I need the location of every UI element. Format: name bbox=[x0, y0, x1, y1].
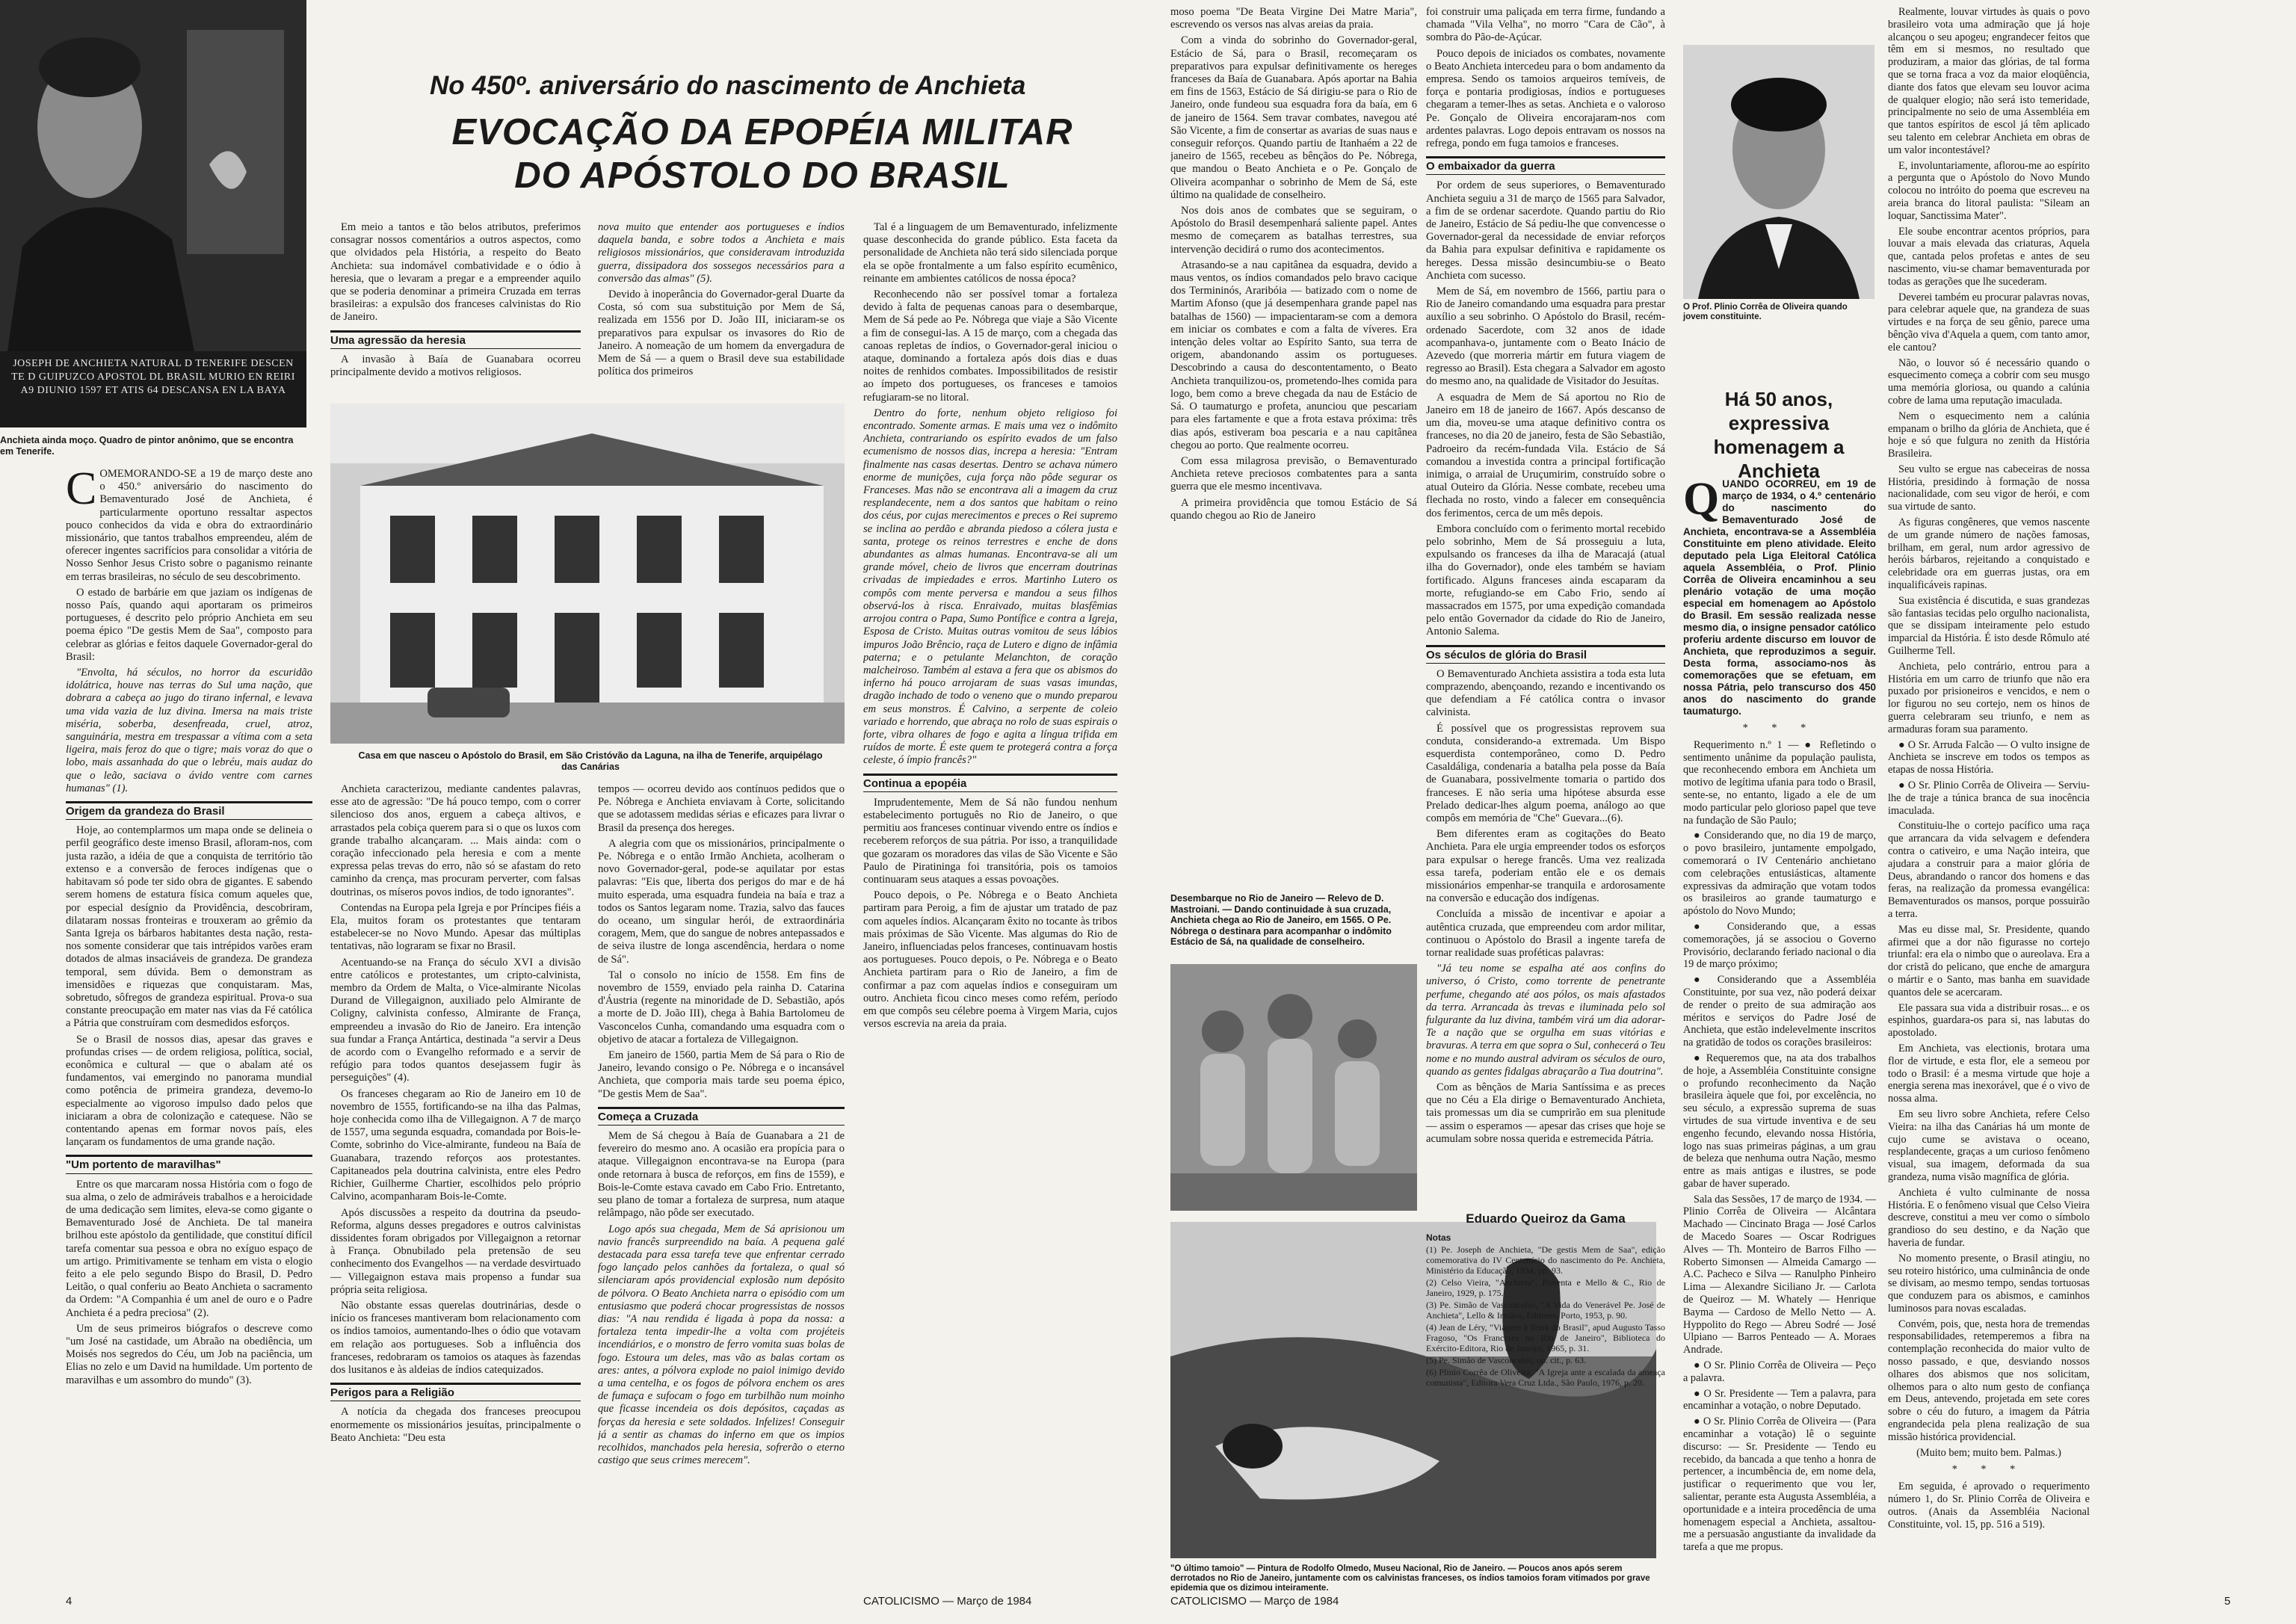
paragraph: O Bemaventurado Anchieta assistira a toda esta luta comprazendo, abençoando, rezando e incentivando os que defendiam a Fé católica contra o invasor calvinista. bbox=[1426, 667, 1665, 719]
footnote: (3) Pe. Simão de Vasconcelos, "A Vida do Venerável Pe. José de Anchieta", Lello & Irmãos, Editores, Porto, 1953, p. 90. bbox=[1426, 1300, 1665, 1321]
paragraph: A invasão à Baía de Guanabara ocorreu principalmente devido a motivos religiosos. bbox=[330, 353, 581, 379]
subheading-epopeia: Continua a epopéia bbox=[863, 774, 1117, 792]
paragraph: Sua existência é discutida, e suas grandezas são fantasias tecidas pelo orgulho nacionalista, que se dissipam inteiramente pelo estudo imparcial da História. É isto desde Rômulo até Guilherme Tell. bbox=[1888, 594, 2090, 658]
article-title-line2: DO APÓSTOLO DO BRASIL bbox=[514, 155, 1010, 196]
paragraph: tempos — ocorreu devido aos contínuos pedidos que o Pe. Nóbrega e Anchieta enviavam à Corte, solicitando que se adotassem medidas sérias e eficazes para livrar o Brasil da presença dos hereges. bbox=[598, 783, 845, 834]
paragraph: A alegria com que os missionários, principalmente o Pe. Nóbrega e o então Irmão Anchieta, acolheram o novo Governador-geral, pode-se aquilatar por estas palavras: "Eis que, liberta dos perigos do mar e de há muito esperada, uma esquadra fundeia na baía e traz a todos os Santos legaram nome. Trazia, salvo das fauces do oceano, um singular herói, de extraordinária coragem, Mem, que do sangue de nobres antepassados e de seiva ilustre de longa ascendência, herdara o nome de Sá". bbox=[598, 837, 845, 966]
quote: "Já teu nome se espalha até aos confins do universo, ó Cristo, como torrente de penetrante perfume, chegando até aos pólos, os mais afastados da terra. Arrancada às trevas e iluminada pelo sol fulgurante da luz divina, também virá um dia adorar-Te a nação que se orgulha em suas vitórias e bravuras. A terra em que sopra o Sul, conhecerá o Teu nome e no mundo austral adviram os séculos de ouro, quando as gentes fidalgas abraçarão a Tua doutrina". bbox=[1426, 963, 1665, 1078]
drop-cap: C bbox=[66, 468, 97, 514]
paragraph: foi construir uma paliçada em terra firme, fundando a chamada "Vila Velha", no morro "Cara de Cão", à sombra do Pão-de-Açúcar. bbox=[1426, 6, 1665, 44]
right-page bbox=[1148, 0, 2296, 1624]
left-column-1 bbox=[66, 468, 312, 1581]
house-drawing bbox=[330, 404, 845, 744]
paragraph: Mas eu disse mal, Sr. Presidente, quando afirmei que a dor não figurasse no cortejo triunfal: era ela o nimbo que o aureolava. Era a dor cristã do pelicano, que enche de amargura o mártir e o Santo, mas banha em suavidade quantos dele se acercaram. bbox=[1888, 923, 2090, 998]
paragraph: A primeira providência que tomou Estácio de Sá quando chegou ao Rio de Janeiro bbox=[1170, 496, 1417, 522]
paragraph: ● O Sr. Plinio Corrêa de Oliveira — Serviu-lhe de traje a túnica branca de sua inocência imaculada. bbox=[1888, 779, 2090, 817]
paragraph: Anchieta caracterizou, mediante candentes palavras, esse ato de agressão: "De há pouco tempo, com o correr silencioso dos anos, erguem a cabeça altivos, e arrastados pela cobiça querem para si o que os luxos com grande trabalho alcançaram. ... Mais ainda: com o coração infeccionado pela heresia e com a mente expressa pelas trevas do erro, não só se afastam do reto caminho da crença, mas procuram perverter, com falsas doutrinas, os míseros povos indios, de todo ignorantes". bbox=[330, 783, 581, 898]
paragraph: Entre os que marcaram nossa História com o fogo de sua alma, o zelo de admiráveis trabalhos e a heroicidade de uma dedicação sem limites, eleva-se como gigante o Bemaventurado José de Anchieta. De tal maneira brilhou este apóstolo da gentilidade, que constituí difícil tarefa comentar sua pessoa e obra no exíguo espaço de um artigo. Primitivamente se tenham em vista o elogio feito a ele pelo segundo Bispo do Brasil, D. Pedro Leitão, o qual conferiu ao Beato Anchieta o sacramento da Ordem: "A Companhia é um anel de ouro e o Padre Anchieta é a pedra preciosa" (2). bbox=[66, 1178, 312, 1319]
paragraph: ● O Sr. Plinio Corrêa de Oliveira — Peço a palavra. bbox=[1683, 1359, 1876, 1384]
paragraph: ● Considerando que a Assembléia Constituinte, por sua vez, não poderá deixar de render o preito de sua admiração aos méritos e serviços do Padre José de Anchieta, que estão indelevelmente inscritos na gratidão de todos os corações brasileiros: bbox=[1683, 974, 1876, 1049]
paragraph: E, involuntariamente, aflorou-me ao espírito a pergunta que o Apóstolo do Novo Mundo colocou no intróito do poema que escreveu na areia branca do litoral paulista: "Sileam an loquar, Sanctissima Mater". bbox=[1888, 159, 2090, 222]
paragraph: Acentuando-se na França do século XVI a divisão entre católicos e protestantes, um cripto-calvinista, membro da Ordem de Malta, o Vice-almirante Nicolas Durand de Villegaignon, auxiliado pelo Almirante de Coligny, calvinista confesso, Almirante de França, empreendeu a invasão do Rio de Janeiro. Era intenção sua fundar a França Antártica, destinada "a servir a Deus de acordo com o Evangelho reformado e a servir de refúgio para todos quantos desejassem fugir às perseguições" (4). bbox=[330, 956, 581, 1084]
subheading-origem: Origem da grandeza do Brasil bbox=[66, 801, 312, 820]
paragraph: Pouco depois, o Pe. Nóbrega e o Beato Anchieta partiram para Peroig, a fim de ajustar um tratado de paz com aqueles índios. Alcançaram êxito no tocante às tribos mais próximas de São Vicente. Mas algumas do Rio de Janeiro, influenciadas pelos franceses, continuavam hostis aos portugueses. Pouco depois, o Pe. Nóbrega e o Beato Anchieta partiram para o Rio de Janeiro, a fim de confirmar a paz com aquelas índios e conseguiram um outro. Anchieta ficou cinco meses como refém, período em que compôs seu célebre poema à Virgem Maria, cujos versos escrevia na areia da praia. bbox=[863, 889, 1117, 1031]
paragraph: Em janeiro de 1560, partia Mem de Sá para o Rio de Janeiro, levando consigo o Pe. Nóbrega e o incansável Anchieta, que comporia mais tarde seu poema épico, "De gestis Mem de Saa". bbox=[598, 1049, 845, 1100]
portrait-inscription: JOSEPH DE ANCHIETA NATURAL D TENERIFE DESCEN TE D GUIPUZCO APOSTOL DL BRASIL MURIO EN REIRI A9 DIUNIO 1597 ET ATIS 64 DESCANSA EN LA BAYA bbox=[11, 358, 295, 396]
article-title-line1: EVOCAÇÃO DA EPOPÉIA MILITAR bbox=[451, 112, 1073, 152]
paragraph: Em Anchieta, vas electionis, brotara uma flor de virtude, e esta flor, ele a semeou por todo o Brasil: é a mesma virtude que hoje a energia serena mas inexorável, que é o vivo de nossa alma. bbox=[1888, 1042, 2090, 1105]
box-intro: UANDO OCORREU, em 19 de março de 1934, o 4.º centenário do nascimento do Bemaventurado José de Anchieta, encontrava-se a Assembléia Constituinte em pleno atividade. Eleito deputado pela Liga Eleitoral Católica aquela Assembléia, o Prof. Plinio Corrêa de Oliveira encaminhou a seu plenário votação de uma moção especial em homenagem ao Apóstolo do Brasil. Em sessão realizada nesse mesmo dia, o insigne pensador católico proferiu ardente discurso em louvor de Anchieta, que reproduzimos a seguir. Desta forma, associamo-nos às comemorações que se efetuam, em nossa Pátria, pelo transcurso dos 450 anos do nascimento do grande taumaturgo. bbox=[1683, 478, 1876, 717]
quote: "Envolta, há séculos, no horror da escuridão idolátrica, houve nas terras do Sul uma nação, que dobrara a cabeça ao jugo do tirano infernal, e levava uma vida vazia de luz divina. Imersa na mais triste miséria, soberba, desenfreada, cruel, atroz, sanguinária, mestra em trespassar a vítima com a seta ligeira, mais feroz do que o tigre; mais voraz do que o lobo, mais assanhada do que o lebréu, mais audaz do que o leão, saciava o ávido ventre com carnes humanas" (1). bbox=[66, 667, 312, 794]
paragraph: É possível que os progressistas reprovem sua conduta, considerando-a extremada. Um Bispo esquerdista contemporâneo, como D. Pedro Casaldáliga, condenaria a batalha pela posse da Baía de Guanabara, possivelmente tomaria o partido dos franceses. E não seria uma hipótese absurda esse Prelado dedicar-lhes algum poema, análogo ao que compôs em memória de "Che" Guevara...(6). bbox=[1426, 722, 1665, 824]
footnote: (2) Celso Vieira, "Anchieta", Pimenta e Mello & C., Rio de Janeiro, 1929, p. 175. bbox=[1426, 1277, 1665, 1299]
right-column-2 bbox=[1426, 6, 1665, 1217]
paragraph: Mem de Sá, em novembro de 1566, partiu para o Rio de Janeiro comandando uma esquadra para prestar auxílio a seu sobrinho. O Apóstolo do Brasil, recém-ordenado Sacerdote, com 32 anos de idade acompanhava-o, juntamente com o Beato Inácio de Azevedo (que morreria mártir em futura viagem de regresso ao Brasil). Esta chegara a Salvador em agosto do mesmo ano, na qualidade de Visitador do Jesuítas. bbox=[1426, 285, 1665, 388]
paragraph: Nos dois anos de combates que se seguiram, o Apóstolo do Brasil desempenhará saliente papel. Antes mesmo de começarem as batalhas terrestres, sua intervenção decidirá o rumo dos acontecimentos. bbox=[1170, 205, 1417, 256]
paragraph: ● Requeremos que, na ata dos trabalhos de hoje, a Assembléia Constituinte consigne o profundo reconhecimento da Nação brasileira àquele que foi, por excelência, no seu século, a expressão suprema de suas virtudes de sua virtude inventiva e de seu engenho fecundo, elevando nossa História, logo nas suas primeiras páginas, a um grau de beleza que nenhuma outra Nação, mesmo entre as mais antigas e ilustres, se pode gabar de haver superado. bbox=[1683, 1052, 1876, 1190]
paragraph: Seu vulto se ergue nas cabeceiras de nossa História, presidindo à formação de nossa nacionalidade, com seu vigor de herói, e com sua virtude de santo. bbox=[1888, 463, 2090, 513]
subheading-portento: "Um portento de maravilhas" bbox=[66, 1155, 312, 1173]
portrait-caption: Anchieta ainda moço. Quadro de pintor anônimo, que se encontra em Tenerife. bbox=[0, 435, 294, 457]
paragraph: Sala das Sessões, 17 de março de 1934. — Plinio Corrêa de Oliveira — Alcântara Machado — Cincinato Braga — José Carlos de Macedo Soares — Oscar Rodrigues Alves — Th. Monteiro de Barros Filho — Roberto Simonsen — Almeida Camargo — A.C. Pacheco e Silva — Ranulpho Pinheiro Lima — Alexandre Siciliano Jr. — Carlota de Queiroz — M. Whately — Henrique Bayma — Cardoso de Mello Netto — A. Hyppolito do Rego — Abreu Sodré — José Ulpiano — Barros Penteado — A. Moraes Andrade. bbox=[1683, 1193, 1876, 1356]
separator-stars: * * * bbox=[1742, 722, 1817, 734]
article-kicker: No 450º. aniversário do nascimento de Anchieta bbox=[430, 71, 1026, 100]
paragraph: Atrasando-se a nau capitânea da esquadra, devido a maus ventos, os índios comandados pelo bravo cacique dos Termininós, Araribóia — batizado com o nome de Martim Afonso (que já desempenhara grande papel nas batalhas de 1560) — impacientaram-se com a demora em iniciar os combates e com a falta de víveres. Era intenção deles voltar ao Espírito Santo, sua terra de origem, abandonando assim os portugueses. Descobrindo a causa do descontentamento, o Beato Anchieta tranquilizou-os, prometendo-lhes comida para logo, bem como a breve chegada da nau de Estácio de Sá. O taumaturgo e profeta, anunciou que pescariam para eles fartamente e que a frota estava próxima: três dias após, estiveram boa pescaria e a nau capitânea chegou ao porto. Que realmente ocorreu. bbox=[1170, 259, 1417, 451]
paragraph: nova muito que entender aos portugueses e índios daquela banda, e sobre todos a Anchieta e mais religiosos missionários, que consideravam introduzida guerra, dissipadora dos sossegos necessários para a conversão das almas" (5). bbox=[598, 221, 845, 285]
paragraph: Com as bênçãos de Maria Santíssima e as preces que no Céu a Ela dirige o Bemaventurado Anchieta, tais promessas um dia se cumprirão em sua plenitude — assim o esperamos — apesar das crises que hoje se acumulam sobre nossa querida e estremecida Pátria. bbox=[1426, 1081, 1665, 1145]
left-column-3-bottom bbox=[598, 783, 845, 1583]
right-column-4 bbox=[1888, 6, 2090, 1583]
paragraph: Bem diferentes eram as cogitações do Beato Anchieta. Para ele urgia empreender todos os esforços para expulsar o herege francês. Uma vez realizada essa tarefa, poderiam então ele e os demais missionários empenhar-se tranquila e ardorosamente na conversão e educação dos indígenas. bbox=[1426, 828, 1665, 905]
subheading-perigos: Perigos para a Religião bbox=[330, 1383, 581, 1401]
paragraph: Contendas na Europa pela Igreja e por Príncipes fiéis a Ela, muitos foram os protestantes que tentaram estabelecer-se no Novo Mundo. Apesar das múltiplas tentativas, não lograram se fixar no Brasil. bbox=[330, 901, 581, 953]
house-photo bbox=[330, 404, 845, 744]
paragraph: Deverei também eu procurar palavras novas, para celebrar aquele que, na grandeza de suas virtudes e na força de seu gênio, parece uma bênção viva d'Aquela a quem, com tanto amor, ele cantou? bbox=[1888, 291, 2090, 353]
paragraph: Constituiu-lhe o cortejo pacífico uma raça que arrancara da vida selvagem e defendera contra o cativeiro, e uma Nação inteira, que ajudara a construir para a maior glória de Deus, abrandando o rancor dos homens e das feras, na realização da promessa evangélica: Bemaventurados os mansos, porque possuirão a terra. bbox=[1888, 820, 2090, 920]
right-column-1 bbox=[1170, 6, 1417, 888]
footer-left: CATOLICISMO — Março de 1984 bbox=[863, 1595, 1032, 1608]
page-number-right: 5 bbox=[2224, 1595, 2231, 1608]
paragraph: Anchieta é vulto culminante de nossa História. E o fenômeno visual que Celso Vieira descreve, constitui a meu ver como o símbolo grandioso do seu destino, e da Nação que haveria de fundar. bbox=[1888, 1186, 2090, 1249]
subheading-agressao: Uma agressão da heresia bbox=[330, 330, 581, 349]
paragraph: No momento presente, o Brasil atingiu, no seu roteiro histórico, uma culminância de onde se divisam, ao mesmo tempo, sendas tortuosas que conduzem para os abismos, e caminhos luminosos para novas escaladas. bbox=[1888, 1252, 2090, 1315]
footnote: (5) Pe. Simão de Vasconcelos, op. cit., p. 63. bbox=[1426, 1355, 1587, 1366]
paragraph: Mem de Sá chegou à Baía de Guanabara a 21 de fevereiro do mesmo ano. A ocasião era propícia para o ataque. Villegaignon encontrava-se na Europa (para onde retornara à busca de reforços, em fins de 1559), e Bois-le-Comte estava cavado em Cabo Frio. Entretanto, seu plano de tomar a fortaleza de surpresa, num ataque relâmpago, não pôde ser executado. bbox=[598, 1130, 845, 1220]
intro-paragraph: OMEMORANDO-SE a 19 de março deste ano o 450.º aniversário do nascimento do Bemaventurado José de Anchieta, é particularmente oportuno ressaltar aspectos pouco conhecidos da vida e obra do extraordinário missionário, que tantos trabalhos empreendeu, além de oferecer ingentes sacrifícios para consolidar a vitória de Nosso Senhor Jesus Cristo sobre o paganismo reinante em terras brasileiras, no século de seu descobrimento. bbox=[66, 468, 312, 583]
subheading-embaixador: O embaixador da guerra bbox=[1426, 156, 1665, 175]
paragraph: A esquadra de Mem de Sá aportou no Rio de Janeiro em 18 de janeiro de 1667. Após descanso de um dia, moveu-se uma ataque definitivo contra os franceses, no dia 20 de janeiro, festa de São Sebastião, Padroeiro da recém-fundada Vila. Estácio de Sá comandou a investida contra a principal fortificação inimiga, o arraial de Uruçumirim, construído sobre o atual Outeiro da Glória. Nesse combate, recebeu uma flechada no rosto, vindo a falecer em consequência dos ferimentos, cerca de um mês depois. bbox=[1426, 391, 1665, 519]
paragraph: ● O Sr. Presidente — Tem a palavra, para encaminhar a votação, o nobre Deputado. bbox=[1683, 1387, 1876, 1412]
footnote: (6) Plinio Corrêa de Oliveira, "A Igreja ante a escalada da ameaça comunista", Editora Vera Cruz Ltda., São Paulo, 1976, p. 20. bbox=[1426, 1367, 1665, 1389]
paragraph: Após discussões a respeito da doutrina da pseudo-Reforma, alguns desses pregadores e outros calvinistas dissidentes foram obrigados por Villegaignon a retornar à França. Obnubilado pela pretensão de seu conhecimento dos Evangelhos — na verdade desvirtuado — Villegaignon estava mais propenso a fundar sua própria seita religiosa. bbox=[330, 1206, 581, 1296]
paragraph: Tal o consolo no início de 1558. Em fins de novembro de 1559, enviado pela rainha D. Catarina d'Áustria (regente na minoridade de D. Sebastião, após a morte de D. João III), chega à Bahia Bartolomeu de Vasconcelos Cunha, comandando uma esquadra com o objetivo de atacar a fortaleza de Villegaignon. bbox=[598, 969, 845, 1046]
left-column-3-top bbox=[598, 221, 845, 401]
paragraph: Devido à inoperância do Governador-geral Duarte da Costa, só com sua substituição por Mem de Sá, realizada em 1556 por D. João III, iniciaram-se os preparativos para expulsar os invasores do Rio de Janeiro. A nomeação de um homem da envergadura de Mem de Sá — a quem o Brasil deve sua estabilidade política dos primeiros bbox=[598, 288, 845, 378]
paragraph: Os franceses chegaram ao Rio de Janeiro em 10 de novembro de 1555, fortificando-se na ilha das Palmas, hoje conhecida como ilha de Villegaignon. A 7 de março de 1557, uma segunda esquadra, comandada por Bois-le-Comte, sobrinho do Vice-almirante, fundeou na Baía de Guanabara, trazendo reforços aos protestantes. Capitaneados pela doutrina calvinista, entre eles Pedro Richier, Guilherme Chartier, escolhidos pelo próprio Calvino, acompanharam Bois-le-Comte. bbox=[330, 1087, 581, 1203]
relief-photo bbox=[1170, 964, 1417, 1211]
paragraph: Requerimento n.º 1 — ● Refletindo o sentimento unânime da população paulista, que reconhecendo embora em Anchieta um motivo de legítima ufania para todo o Brasil, sente-se, no entanto, ligado a ele de um modo particular pelo glorioso papel que teve na fundação de São Paulo; bbox=[1683, 738, 1876, 827]
paragraph: Anchieta, pelo contrário, entrou para a História em um carro de triunfo que não era puxado por prisioneiros e vencidos, e nem o lor figurou no seu cortejo, nem os hinos de guerra celebraram seu triunfo, e nem as armaduras foram sua paramento. bbox=[1888, 660, 2090, 735]
paragraph: Não, o louvor só é necessário quando o esquecimento começa a cobrir com seu musgo uma memória gloriosa, ou quando a calúnia cobre de lama uma reputação imaculada. bbox=[1888, 356, 2090, 407]
notes-title: Notas bbox=[1426, 1232, 1451, 1244]
footnote: (1) Pe. Joseph de Anchieta, "De gestis Mem de Saa", edição comemorativa do IV Centenário do nascimento do Pe. Anchieta, Ministério da Educação, 1934, pp. 93. bbox=[1426, 1244, 1665, 1276]
tamoio-caption: "O último tamoio" — Pintura de Rodolfo Olmedo, Museu Nacional, Rio de Janeiro. — Poucos anos após serem derrotados no Rio de Janeiro, juntamente com os calvinistas franceses, os índios tamoios foram vitimados por grave epidemia que os dizimou inteiramente. bbox=[1170, 1564, 1650, 1593]
right-column-3 bbox=[1683, 478, 1876, 1577]
paragraph: Com a vinda do sobrinho do Governador-geral, Estácio de Sá, para o Brasil, recomeçaram os preparativos para expulsar definitivamente os hereges franceses da Baía de Guanabara. Após aportar na Bahia em fins de 1563, Estácio de Sá dirigiu-se para o Rio de Janeiro, onde fundeou sua esquadra fora da baía, em 6 de janeiro de 1564. Sem travar combates, navegou até São Vicente, a fim de consertar as avarias de suas naus e conseguir reforços. Quando partiu de Itanhaém a 22 de janeiro de 1565, recebeu as bênçãos do Pe. Nóbrega, que mandou o Beato Anchieta e o Pe. Gonçalo de Oliveira acompanhar o sobrinho de Mem de Sá, este último na qualidade de conselheiro. bbox=[1170, 34, 1417, 201]
relief-drawing bbox=[1170, 964, 1417, 1211]
paragraph: ● O Sr. Arruda Falcão — O vulto insigne de Anchieta se inscreve em todos os tempos as etapas de nossa História. bbox=[1888, 738, 2090, 777]
subheading-cruzada: Começa a Cruzada bbox=[598, 1107, 845, 1126]
anchieta-portrait bbox=[0, 0, 306, 427]
paragraph: Logo após sua chegada, Mem de Sá aprisionou um navio francês surpreendido na baía. A pequena galé destacada para essa tarefa teve que enfrentar cerrado fogo lançado pelos canhões da fortaleza, o qual só silenciaram após providencial explosão num depósito de pólvora. O Beato Anchieta narra o episódio com um entusiasmo que poderá chocar progressistas de nossos dias: "A nau rendida é ligada à popa da nossa: a fortaleza tenta impedir-lhe a volta com projéteis incendiários, e o monstro de ferro vomita suas bolas de fogo. Estoura um deles, mas vão as balas cortam os ares: antes, a pólvora explode no paiol inimigo devido a uma centelha, e os fogos de pólvora enchem os ares de fumaça e sufocam o fogo em turbilhão num moinho que ficasse incendeia os dois depósitos, caçadas as forças da heresia e sete soldados. Infelizes! Conseguir já a sentir as chamas do inferno em que os impios recolhidos, manchados pela heresia, sofrerão o eterno castigo que seus crimes merecem". bbox=[598, 1223, 845, 1467]
paragraph: Ele soube encontrar acentos próprios, para louvar a mais elevada das criaturas, Aquela que, cantada pelos profetas e antes de seu nascimento, viu-se chamar bemaventurada por todas as gerações que lhe sucederam. bbox=[1888, 225, 2090, 288]
prof-photo bbox=[1683, 45, 1874, 299]
paragraph: Em seguida, é aprovado o requerimento número 1, do Sr. Plinio Corrêa de Oliveira e outros. (Anais da Assembléia Nacional Constituinte, vol. 15, pp. 516 a 519). bbox=[1888, 1481, 2090, 1531]
paragraph: Com essa milagrosa previsão, o Bemaventurado Anchieta reteve preciosos combatentes para a santa guerra que ele mesmo incentivava. bbox=[1170, 454, 1417, 493]
paragraph: Ele passara sua vida a distribuir rosas... e os espinhos, guardara-os para si, nas labutas do apostolado. bbox=[1888, 1001, 2090, 1040]
paragraph: Convém, pois, que, nesta hora de tremendas responsabilidades, retemperemos a fibra na contemplação reconhecida do maior vulto de nosso passado, e que, desviando nossos olhares dos abismos que nos solicitam, olhemos para o alto num gesto de confiança em Deus, antevendo, projetada em sete cores sobre o céu do futuro, a imagem da Pátria engrandecida pela plena realização de sua missão histórica providencial. bbox=[1888, 1318, 2090, 1443]
left-column-2-bottom bbox=[330, 783, 581, 1583]
page-number-left: 4 bbox=[66, 1595, 72, 1608]
paragraph: Dentro do forte, nenhum objeto religioso foi encontrado. Somente armas. E mais uma vez o indômito Anchieta, contrariando os espírito evados de um falso ecumenismo de nossos dias, increpa a heresia: "Entram finalmente nas casas desertas. Dentro se achava número enorme de munições, cuja força não pôde segurar os Franceses. Mas não se encontrava ali a imagem da cruz resplandecente, nem a dos santos que habitam o reino dos céus, por cujas merecimentos e preces o Rei supremo se inclina ao perdão e abranda piedoso a cólera justa e santa, protege os reinos terrestres e enche de dons abundantes as almas humanas. Encontrava-se ali um grande móvel, cheio de livros que encerram doutrinas crivadas de impiedades e erros. Martinho Lutero os compôs com mente perversa e mandou a seus filhos observá-los à risca. Enraivado, muitas blasfêmias arrojou contra o Papa, Sumo Pontífice e contra a Igreja, Esposa de Cristo. Muitas outras vomitou de seus lábios impuros João Brêncio, raça de Lutero e digno de infâmia paterna; e o petulante Melanchton, de coração malcheiroso. Também al estava a fera que os abismos do inferno há pouco arrojaram de suas vasas imundas, dragão inchado de todo o veneno que o mundo preparou em seus monstros. É Calvino, a serpente de coleio variado e horrendo, que abraça no rolo de suas espirais o forte, vibra olhares de fogo e agita a língua trifida em ruídos de morte. É este quem te protegerá contra a força celeste, ó ímpio francês?" bbox=[863, 407, 1117, 767]
box-title: Há 50 anos, expressiva homenagem a Anchieta bbox=[1713, 388, 1845, 482]
paragraph: Nem o esquecimento nem a calúnia empanam o brilho da glória de Anchieta, que é hoje e só que fulgura no zenith da História Brasileira. bbox=[1888, 410, 2090, 460]
footer-right: CATOLICISMO — Março de 1984 bbox=[1170, 1595, 1339, 1608]
paragraph: Pouco depois de iniciados os combates, novamente o Beato Anchieta intercedeu para o bom andamento da empresa. Sendo os tamoios arqueiros temíveis, de força e pontaria prodigiosas, índios e portugueses chegaram a temer-lhes as setas. Anchieta e o valoroso Pe. Gonçalo de Oliveira encorajaram-nos com ardentes palavras. Logo depois entravam os nossos na refrega, pondo em fuga tamoios e franceses. bbox=[1426, 47, 1665, 150]
paragraph: As figuras congêneres, que vemos nascente de um grande número de nações famosas, brilham, em geral, num ardor agressivo de heróis bárbaros, rejeitando a conquistado e celebridade ora em guerras justas, ora em inqualificáveis rapinas. bbox=[1888, 516, 2090, 592]
footnote: (4) Jean de Léry, "Viagem à Terra do Brasil", apud Augusto Tasso Fragoso, "Os Franceses no Rio de Janeiro", Biblioteca do Exército-Editora, Rio de Janeiro, 1965, p. 31. bbox=[1426, 1322, 1665, 1354]
paragraph: Tal é a linguagem de um Bemaventurado, infelizmente quase desconhecida do grande público. Esta faceta da personalidade de Anchieta não terá sido silenciada porque ela se opõe frontalmente a um falso espírito ecumênico, reinante em ambientes católicos de nossa época? bbox=[863, 221, 1117, 285]
paragraph: Hoje, ao contemplarmos um mapa onde se delineia o perfil geográfico deste imenso Brasil, afloram-nos, com justa razão, a idéia de que a conquista de território tão extenso e a conversão de feroces indígenas que o habitavam só pode ter sido obra de gigantes. E sabendo serem homens de estatura física comum aqueles que, por especial desígnio da Providência, descobriram, dilataram nossas fronteiras e trouxeram ao grêmio da Santa Igreja os bárbaros habitantes desta nação, resta-nos somente considerar que tais intrépidos varões eram dotados de almas insaciáveis de grandeza. De grandeza temporal, sem dúvida. Bem o demonstram as imensidões e riquezas que conquistaram. Mas, sobretudo, sôfregos de grandeza espiritual. Prova-o sua constante preocupação em mater nas vias da Fé católica a Pátria que construíram com desmedidos esforços. bbox=[66, 824, 312, 1030]
paragraph: A notícia da chegada dos franceses preocupou enormemente os missionários jesuítas, principalmente o Beato Anchieta: "Deu esta bbox=[330, 1406, 581, 1444]
paragraph: Um de seus primeiros biógrafos o descreve como "um José na castidade, um Abraão na obediência, um Moisés nos segredos do Céu, um Job na paciência, um Elias no zelo e um David na humildade. Um portento de maravilhas e um assombro do mundo" (3). bbox=[66, 1322, 312, 1386]
relief-caption: Desembarque no Rio de Janeiro — Relevo de D. Mastroiani. — Dando continuidade à sua cruzada, Anchieta chega ao Rio de Janeiro, em 1565. O Pe. Nóbrega o destinara para acompanhar o indômito Estácio de Sá, na qualidade de conselheiro. bbox=[1170, 893, 1392, 947]
house-caption: Casa em que nasceu o Apóstolo do Brasil, em São Cristóvão da Laguna, na ilha de Tenerife, arquipélago das Canárias bbox=[358, 750, 823, 772]
paragraph: ● Considerando que, a essas comemorações, já se associou o Governo Provisório, declarando feriado nacional o dia 19 de março próximo; bbox=[1683, 920, 1876, 971]
author-signature: Eduardo Queiroz da Gama bbox=[1466, 1211, 1626, 1226]
paragraph: Se o Brasil de nossos dias, apesar das graves e profundas crises — de ordem religiosa, política, social, econômica e cultural — que o abalam até os fundamentos, vai emergindo no panorama mundial como potência de primeira grandeza, devemo-lo especialmente ao vigoroso impulso dado pelos que iniciaram a obra de colonização e catequese. Não se contentando apenas em formar novos país, eles lançaram os fundamentos de uma grande nação. bbox=[66, 1033, 312, 1149]
paragraph: O estado de barbárie em que jaziam os indígenas de nosso País, quando aqui aportaram os primeiros portugueses, é descrito pelo próprio Anchieta em seu poema épico "De gestis Mem de Saa", composto para celebrar as glórias e feitos daquele Governador-geral do Brasil: bbox=[66, 586, 312, 663]
paragraph: Embora concluído com o ferimento mortal recebido pelo sobrinho, Mem de Sá prosseguiu a luta, expulsando os franceses da ilha de Maracajá (atual ilha do Governador), onde eles também se haviam fortificado. Alguns franceses ainda escaparam da morte, refugiando-se em Cabo Frio, sendo aí massacrados em 1575, por uma expedição comandada pelo então Governador da cidade do Rio de Janeiro, Antonio Salema. bbox=[1426, 522, 1665, 638]
paragraph: ● Considerando que, no dia 19 de março, o povo brasileiro, juntamente empolgado, comemorará o IV Centenário anchietano com celebrações entusiásticas, altamente expressivas da admiração que votam todos os brasileiros ao grande taumaturgo e apóstolo do Novo Mundo; bbox=[1683, 830, 1876, 918]
prof-caption: O Prof. Plinio Corrêa de Oliveira quando jovem constituinte. bbox=[1683, 303, 1848, 321]
paragraph: Por ordem de seus superiores, o Bemaventurado Anchieta seguiu a 31 de março de 1565 para Salvador, a fim de se ordenar sacerdote. Quando partiu do Rio de Janeiro, Estácio de Sá pediu-lhe que convencesse o Governador-geral da necessidade de enviar reforços da Bahia para expulsar definitiva e rapidamente os hereges. Dessa missão desincumbiu-se o Beato Anchieta com sucesso. bbox=[1426, 179, 1665, 282]
paragraph: Em seu livro sobre Anchieta, refere Celso Vieira: na ilha das Canárias há um monte de cujo cume se avistava o oceano, resplandecente, graças a um curioso fenômeno visual, sua imagem, deformada da sua grandeza, numa visão magnífica de glória. bbox=[1888, 1108, 2090, 1183]
footnotes bbox=[1426, 1232, 1665, 1388]
paragraph: Reconhecendo não ser possível tomar a fortaleza devido à falta de pequenas canoas para o desembarque, Mem de Sá pede ao Pe. Nóbrega que viaje a São Vicente a fim de consegui-las. A 15 de março, com a chegada das canoas repletas de índios, o Governador-geral iniciou o ataque, dominando a fortaleza após dois dias e duas noites de renhidos combates. Impossibilitados de resistir ao ímpeto dos portugueses, os franceses e tamoios refugiaram-se no litoral. bbox=[863, 288, 1117, 404]
subheading-seculos: Os séculos de glória do Brasil bbox=[1426, 645, 1665, 664]
left-column-4 bbox=[863, 221, 1117, 1581]
signature-and-footnotes bbox=[1426, 1205, 1665, 1578]
drop-cap: Q bbox=[1683, 478, 1720, 525]
separator-stars: * * * bbox=[1951, 1463, 2026, 1476]
paragraph: Imprudentemente, Mem de Sá não fundou nenhum estabelecimento português no Rio de Janeiro, o que permitiu aos franceses continuar vivendo entre os índios e receberem reforços de sua pátria. Por isso, a tranquilidade que gozaram os moradores das vilas de São Vicente e São Paulo de Piratininga foi transitória, pois os tamoios continuaram seus ataques a essas povoações. bbox=[863, 796, 1117, 886]
paragraph: ● O Sr. Plinio Corrêa de Oliveira — (Para encaminhar a votação) lê o seguinte discurso: — Sr. Presidente — Tendo eu recebido, da bancada a que tenho a honra de pertencer, a incumbência de, em nome dela, justificar o requerimento que vou ler, salientar, perante esta Augusta Assembléia, a oportunidade e a inteira procedência de uma homenagem especial a Anchieta, assaltou-me a persuasão angustiante da invalidade da tarefa a que me propus. bbox=[1683, 1415, 1876, 1554]
paragraph: Em meio a tantos e tão belos atributos, preferimos consagrar nossos comentários a outros aspectos, como que olvidados pela História, a respeito do Beato Anchieta: sua indomável combatividade e o ódio à heresia, que o levaram a pregar e a empreender aquilo que se poderia denominar a primeira Cruzada em terras brasileiras: a expulsão dos franceses calvinistas do Rio de Janeiro. bbox=[330, 221, 581, 324]
paragraph: Não obstante essas querelas doutrinárias, desde o início os franceses mantiveram bom relacionamento com os índios tamoios, aumentando-lhes o ódio que votavam em relação aos portugueses. Sob a influência dos franceses, redobraram os tamoios os ataques às fazendas dos lusitanos e às aldeias de índios catequizados. bbox=[330, 1299, 581, 1376]
paragraph: Realmente, louvar virtudes às quais o povo brasileiro vota uma admiração que já hoje alcançou o seu apogeu; engrandecer feitos que têm em si mesmos, no resultado que produziram, a maior das glórias, de tal forma que se torna fraca a voz da maior eloqüência, diante dos fatos que elevam seu louvor acima de qualquer elogio; não será isto temeridade, principalmente no seio de uma Assembléia em que tantos espíritos de escol já têm aplicado seu talento em celebrar Anchieta em obras de um valor incontestável? bbox=[1888, 6, 2090, 156]
paragraph: Concluída a missão de incentivar e apoiar a autêntica cruzada, que empreendeu com ardor militar, continuou o Apóstolo do Brasil a ingente tarefa de tornar realidade suas proféticas palavras: bbox=[1426, 908, 1665, 960]
paragraph: moso poema "De Beata Virgine Dei Matre Maria", escrevendo os versos nas alvas areias da praia. bbox=[1170, 6, 1417, 31]
prof-drawing bbox=[1683, 45, 1874, 299]
applause: (Muito bem; muito bem. Palmas.) bbox=[1916, 1446, 2061, 1459]
